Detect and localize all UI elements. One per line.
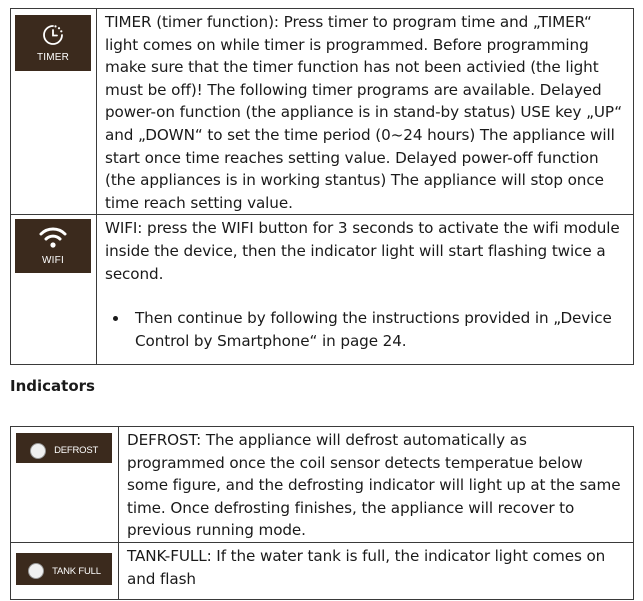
wifi-icon	[38, 225, 68, 249]
timer-icon-cell	[11, 9, 97, 215]
wifi-description-cell	[97, 215, 634, 365]
timer-description-cell	[97, 9, 634, 215]
timer-badge-label: TIMER	[36, 52, 70, 63]
tank-full-description: TANK-FULL: If the water tank is full, the indicator light comes on and flash	[127, 546, 606, 588]
defrost-row	[11, 427, 634, 543]
indicators-heading: Indicators	[10, 377, 95, 395]
timer-row	[11, 9, 634, 215]
defrost-description-cell	[119, 427, 634, 543]
defrost-badge	[16, 433, 112, 463]
wifi-bullet-list	[105, 307, 625, 352]
clock-timer-icon	[41, 23, 65, 47]
wifi-row	[11, 215, 634, 365]
tank-full-description-cell	[119, 542, 634, 599]
wifi-bullet-item: • Then continue by following the instructions provided in „Device Control by Smartphone“ in page 24.	[129, 307, 625, 352]
tank-full-indicator-light-icon	[28, 563, 44, 579]
wifi-description: WIFI: press the WIFI button for 3 seconds to activate the wifi module inside the device, then the indicator light will start flashing twice a second.	[105, 219, 620, 283]
defrost-description: DEFROST: The appliance will defrost automatically as programmed once the coil sensor detects temperatue below some figure, and the defrosting indicator will light up at the same time. Once defrosting finishes, the appliance will recover to previous running mode.	[127, 431, 621, 540]
timer-description: TIMER (timer function): Press timer to program time and „TIMER“ light comes on while timer is programmed. Before programming make sure that the timer function has not been activied (the light must be off)! The following timer programs are available. Delayed power-on function (the appliance is in stand-by status) USE key „UP“ and „DOWN“ to set the time period (0~24 hours) The appliance will start once time reaches setting value. Delayed power-off function (the appliances is in working stantus) The appliance will stop once time reach setting value.	[105, 13, 623, 212]
wifi-description-block	[97, 215, 633, 352]
wifi-badge	[15, 219, 91, 273]
defrost-icon-cell	[11, 427, 119, 543]
tank-full-badge-label: TANK FULL	[52, 565, 101, 577]
wifi-icon-cell	[11, 215, 97, 365]
wifi-badge-label: WIFI	[42, 255, 64, 267]
defrost-indicator-light-icon	[30, 443, 46, 459]
tank-full-row	[11, 542, 634, 599]
indicators-table	[10, 426, 634, 600]
tank-full-badge	[16, 553, 112, 585]
defrost-badge-label: DEFROST	[54, 445, 99, 456]
controls-table	[10, 8, 634, 365]
tank-full-icon-cell	[11, 542, 119, 599]
timer-badge	[15, 15, 91, 71]
